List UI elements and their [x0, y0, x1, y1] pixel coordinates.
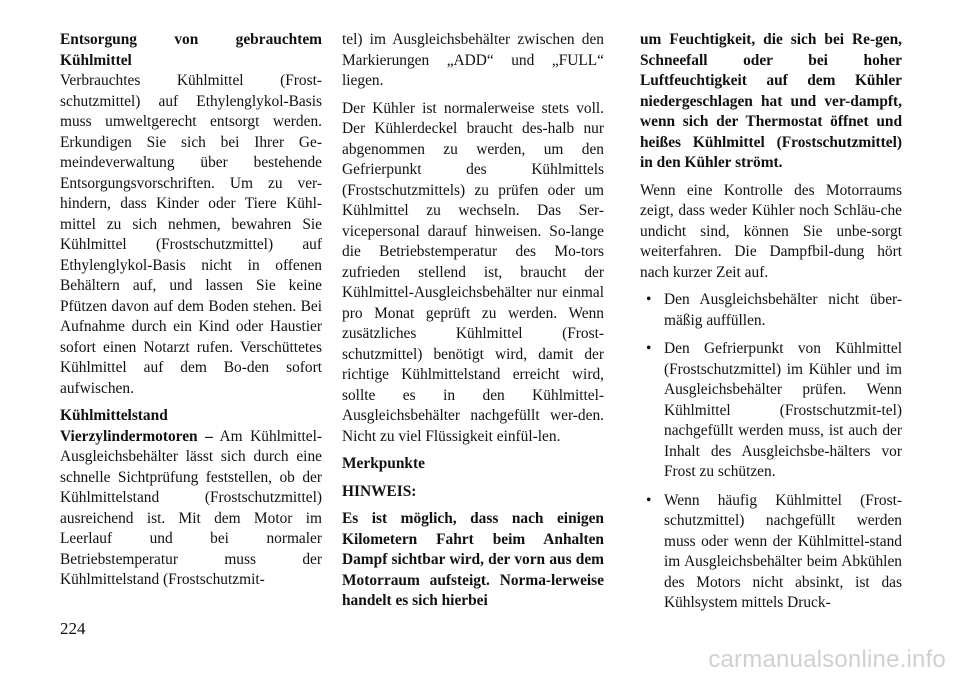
section-heading-coolant-level: Kühlmittelstand [60, 407, 168, 424]
section-heading-coolant-disposal: Entsorgung von gebrauchtem Kühlmittel [60, 31, 322, 69]
text-column-middle [342, 30, 604, 612]
list-item [640, 290, 902, 331]
list-item-text: Den Ausgleichsbehälter nicht über-mäßig auffüllen. [664, 291, 902, 329]
list-item-text: Wenn häufig Kühlmittel (Frost-schutzmittel) nachgefüllt werden muss oder wenn der Kühlmittel-stand im Ausgleichsbehälter beim Abkühlen des Motors nicht absinkt, ist das Kühlsystem mittels Druck- [664, 491, 902, 611]
paragraph-disposal: Verbrauchtes Kühlmittel (Frost-schutzmittel) auf Ethylenglykol-Basis muss umweltgerecht entsorgt werden. Erkundigen Sie sich bei Ihrer Ge-meindeverwaltung über bestehende Entsorgungsvorschriften. Um zu ver-hindern, dass Kinder oder Tiere Kühl-mittel zu sich nehmen, bewahren Sie Kühlmittel (Frostschutzmittel) auf Ethylenglykol-Basis nicht in offenen Behältern auf, und lassen Sie keine Pfützen davon auf dem Boden stehen. Bei Aufnahme durch ein Kind oder Haustier sofort einen Notarzt rufen. Verschüttetes Kühlmittel auf dem Bo-den sofort aufwischen. [60, 72, 322, 397]
bullet-icon: • [646, 291, 652, 308]
page-number: 224 [60, 619, 86, 638]
list-item [640, 491, 902, 614]
four-cylinder-label: Vierzylindermotoren – [60, 427, 213, 445]
list-item-text: Den Gefrierpunkt von Kühlmittel (Frostschutzmittel) im Kühler und im Ausgleichsbehälter prüfen. Wenn Kühlmittel (Frostschutzmit-tel) nachgefüllt werden muss, ist auch der Inhalt des Ausgleichsbe-hälters vor Frost zu schützen. [664, 340, 902, 480]
text-column-left [60, 30, 322, 598]
coolant-level-text: Am Kühlmittel-Ausgleichsbehälter lässt sich durch eine schnelle Sichtprüfung feststellen, ob der Kühlmittelstand (Frostschutzmittel) ausreichend ist. Mit dem Motor im Leerlauf und bei normaler Betriebstemperatur muss der Kühlmittelstand (Frostschutzmit- [60, 427, 322, 588]
note-text: Es ist möglich, dass nach einigen Kilometern Fahrt beim Anhalten Dampf sichtbar wird, der vorn aus dem Motorraum aufsteigt. Norma-lerweise handelt es sich hierbei [342, 510, 604, 609]
bullet-icon: • [646, 340, 652, 357]
text-column-right [640, 30, 902, 622]
bullet-icon: • [646, 491, 652, 509]
paragraph-coolant-level [60, 427, 322, 591]
list-item [640, 339, 902, 483]
watermark: carmanualsonline.info [708, 646, 946, 673]
bullet-list [640, 290, 902, 614]
paragraph-engine-check: Wenn eine Kontrolle des Motorraums zeigt, dass weder Kühler noch Schläu-che undicht sind, können Sie unbe-sorgt weiterfahren. Die Dampfbil-dung hört nach kurzer Zeit auf. [640, 181, 902, 281]
paragraph-radiator: Der Kühler ist normalerweise stets voll. Der Kühlerdeckel braucht des-halb nur abgenommen zu werden, um den Gefrierpunkt des Kühlmittels (Frostschutzmittels) zu prüfen oder um Kühlmittel zu wechseln. Das Ser-vicepersonal darauf hinweisen. So-lange die Betriebstemperatur des Mo-tors zufrieden stellend ist, braucht der Kühlmittel-Ausgleichsbehälter nur einmal pro Monat geprüft zu werden. Wenn zusätzliches Kühlmittel (Frost-schutzmittel) benötigt wird, damit der richtige Kühlmittelstand erreicht wird, sollte es in den Kühlmittel-Ausgleichsbehälter nachgefüllt wer-den. Nicht zu viel Flüssigkeit einfül-len. [342, 99, 604, 445]
note-text-continued: um Feuchtigkeit, die sich bei Re-gen, Schneefall oder bei hoher Luftfeuchtigkeit auf dem Kühler niedergeschlagen hat und ver-dampft, wenn sich der Thermostat öffnet und heißes Kühlmittel (Frostschutzmittel) in den Kühler strömt. [640, 31, 902, 171]
paragraph-add-full-marks: tel) im Ausgleichsbehälter zwischen den Markierungen „ADD“ und „FULL“ liegen. [342, 31, 604, 89]
note-label: HINWEIS: [342, 482, 417, 500]
section-heading-key-points: Merkpunkte [342, 455, 425, 472]
